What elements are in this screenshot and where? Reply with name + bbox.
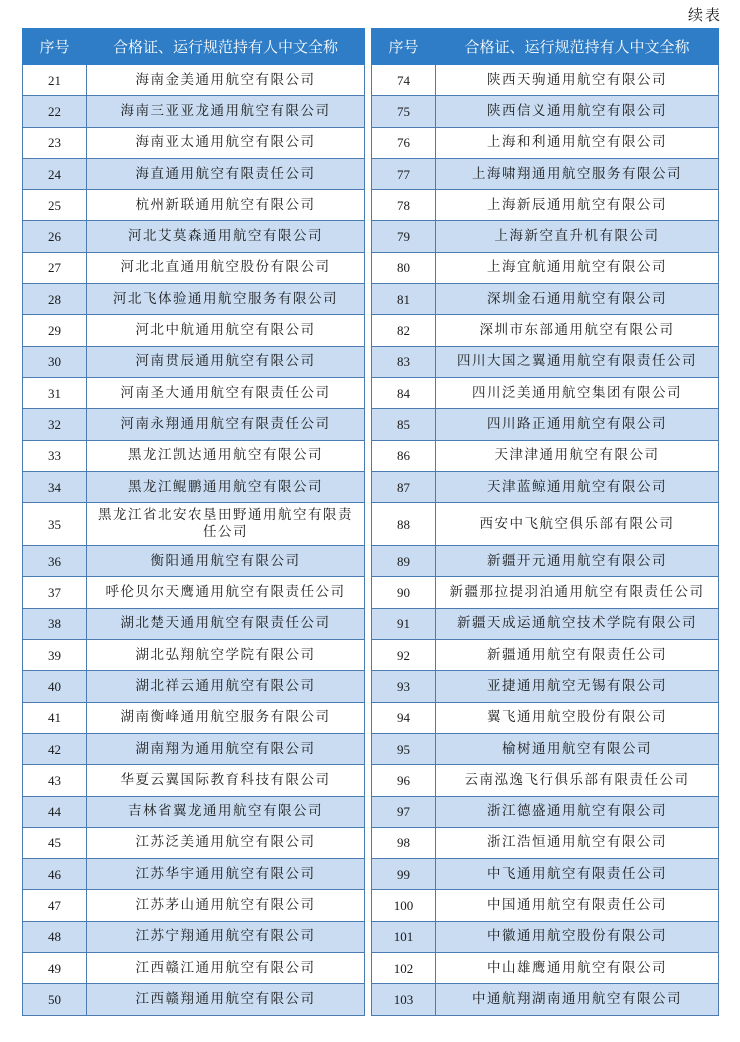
table-row (372, 190, 719, 221)
seq-cell: 48 (23, 921, 87, 952)
company-name-cell: 杭州新联通用航空有限公司 (87, 190, 365, 221)
company-name-cell: 翼飞通用航空股份有限公司 (436, 702, 719, 733)
seq-cell: 23 (23, 127, 87, 158)
table-row (23, 640, 365, 671)
table-row (23, 890, 365, 921)
company-name-cell: 江苏泛美通用航空有限公司 (87, 827, 365, 858)
company-name-cell: 江西赣江通用航空有限公司 (87, 953, 365, 984)
table-row (23, 65, 365, 96)
table-row (23, 284, 365, 315)
left-table (22, 28, 365, 1016)
seq-cell: 22 (23, 96, 87, 127)
seq-cell: 103 (372, 984, 436, 1016)
seq-cell: 39 (23, 640, 87, 671)
seq-cell: 28 (23, 284, 87, 315)
table-row (372, 671, 719, 702)
company-name-cell: 黑龙江鲲鹏通用航空有限公司 (87, 471, 365, 502)
table-row (23, 765, 365, 796)
seq-cell: 79 (372, 221, 436, 252)
company-name-cell: 中国通用航空有限责任公司 (436, 890, 719, 921)
table-row (372, 65, 719, 96)
table-row (372, 702, 719, 733)
company-name-cell: 河北北直通用航空股份有限公司 (87, 252, 365, 283)
table-row (372, 252, 719, 283)
company-name-cell: 海南金美通用航空有限公司 (87, 65, 365, 96)
seq-cell: 87 (372, 471, 436, 502)
seq-cell: 33 (23, 440, 87, 471)
table-row (372, 640, 719, 671)
seq-cell: 86 (372, 440, 436, 471)
company-name-cell: 呼伦贝尔天鹰通用航空有限责任公司 (87, 577, 365, 608)
company-name-cell: 上海新空直升机有限公司 (436, 221, 719, 252)
name-header: 合格证、运行规范持有人中文全称 (436, 29, 719, 65)
seq-cell: 83 (372, 346, 436, 377)
seq-cell: 93 (372, 671, 436, 702)
table-row (372, 127, 719, 158)
seq-cell: 78 (372, 190, 436, 221)
table-row (23, 346, 365, 377)
table-row (23, 733, 365, 764)
table-row (23, 859, 365, 890)
company-name-cell: 天津蓝鲸通用航空有限公司 (436, 471, 719, 502)
table-row (372, 221, 719, 252)
table-row (372, 503, 719, 546)
table-row (372, 733, 719, 764)
header-row (372, 29, 719, 65)
seq-cell: 42 (23, 733, 87, 764)
left-table-body (23, 65, 365, 1016)
seq-cell: 49 (23, 953, 87, 984)
right-table (371, 28, 719, 1016)
table-row (23, 221, 365, 252)
seq-cell: 85 (372, 409, 436, 440)
company-name-cell: 深圳金石通用航空有限公司 (436, 284, 719, 315)
company-name-cell: 江苏华宇通用航空有限公司 (87, 859, 365, 890)
seq-cell: 37 (23, 577, 87, 608)
seq-cell: 34 (23, 471, 87, 502)
seq-cell: 24 (23, 158, 87, 189)
company-name-cell: 天津津通用航空有限公司 (436, 440, 719, 471)
table-row (372, 890, 719, 921)
table-row (23, 577, 365, 608)
seq-cell: 101 (372, 921, 436, 952)
company-list-table (22, 28, 719, 1016)
table-row (23, 127, 365, 158)
company-name-cell: 中飞通用航空有限责任公司 (436, 859, 719, 890)
table-row (372, 608, 719, 639)
company-name-cell: 河南永翔通用航空有限责任公司 (87, 409, 365, 440)
seq-cell: 32 (23, 409, 87, 440)
table-row (23, 471, 365, 502)
seq-cell: 45 (23, 827, 87, 858)
seq-cell: 95 (372, 733, 436, 764)
seq-cell: 50 (23, 984, 87, 1016)
company-name-cell: 吉林省翼龙通用航空有限公司 (87, 796, 365, 827)
table-row (23, 315, 365, 346)
seq-cell: 26 (23, 221, 87, 252)
seq-cell: 46 (23, 859, 87, 890)
seq-cell: 88 (372, 503, 436, 546)
seq-cell: 35 (23, 503, 87, 546)
table-row (372, 796, 719, 827)
seq-header: 序号 (23, 29, 87, 65)
company-name-cell: 上海啸翔通用航空服务有限公司 (436, 158, 719, 189)
seq-cell: 27 (23, 252, 87, 283)
table-row (372, 765, 719, 796)
table-row (23, 796, 365, 827)
seq-cell: 29 (23, 315, 87, 346)
seq-cell: 97 (372, 796, 436, 827)
table-row (372, 577, 719, 608)
company-name-cell: 中山雄鹰通用航空有限公司 (436, 953, 719, 984)
seq-cell: 25 (23, 190, 87, 221)
seq-header: 序号 (372, 29, 436, 65)
company-name-cell: 陕西信义通用航空有限公司 (436, 96, 719, 127)
seq-cell: 75 (372, 96, 436, 127)
seq-cell: 82 (372, 315, 436, 346)
company-name-cell: 海直通用航空有限责任公司 (87, 158, 365, 189)
company-name-cell: 衡阳通用航空有限公司 (87, 546, 365, 577)
company-name-cell: 四川大国之翼通用航空有限责任公司 (436, 346, 719, 377)
company-name-cell: 湖北祥云通用航空有限公司 (87, 671, 365, 702)
seq-cell: 90 (372, 577, 436, 608)
company-name-cell: 陕西天驹通用航空有限公司 (436, 65, 719, 96)
company-name-cell: 江苏宁翔通用航空有限公司 (87, 921, 365, 952)
table-row (23, 96, 365, 127)
continued-table-caption: 续表 (687, 6, 722, 24)
company-name-cell: 榆树通用航空有限公司 (436, 733, 719, 764)
company-name-cell: 湖北弘翔航空学院有限公司 (87, 640, 365, 671)
seq-cell: 31 (23, 377, 87, 408)
table-row (23, 546, 365, 577)
company-name-cell: 浙江德盛通用航空有限公司 (436, 796, 719, 827)
seq-cell: 99 (372, 859, 436, 890)
company-name-cell: 深圳市东部通用航空有限公司 (436, 315, 719, 346)
seq-cell: 84 (372, 377, 436, 408)
table-row (372, 377, 719, 408)
company-name-cell: 四川泛美通用航空集团有限公司 (436, 377, 719, 408)
table-row (23, 409, 365, 440)
company-name-cell: 上海宜航通用航空有限公司 (436, 252, 719, 283)
company-name-cell: 江西赣翔通用航空有限公司 (87, 984, 365, 1016)
company-name-cell: 河南圣大通用航空有限责任公司 (87, 377, 365, 408)
seq-cell: 96 (372, 765, 436, 796)
seq-cell: 41 (23, 702, 87, 733)
right-table-body (372, 65, 719, 1016)
company-name-cell: 华夏云翼国际教育科技有限公司 (87, 765, 365, 796)
company-name-cell: 黑龙江省北安农垦田野通用航空有限责任公司 (87, 503, 365, 546)
table-row (23, 984, 365, 1016)
table-row (23, 377, 365, 408)
seq-cell: 30 (23, 346, 87, 377)
seq-cell: 100 (372, 890, 436, 921)
seq-cell: 47 (23, 890, 87, 921)
table-row (372, 827, 719, 858)
company-name-cell: 海南三亚亚龙通用航空有限公司 (87, 96, 365, 127)
seq-cell: 102 (372, 953, 436, 984)
company-name-cell: 河北艾莫森通用航空有限公司 (87, 221, 365, 252)
company-name-cell: 湖南衡峰通用航空服务有限公司 (87, 702, 365, 733)
table-row (372, 96, 719, 127)
company-name-cell: 上海新辰通用航空有限公司 (436, 190, 719, 221)
table-row (372, 859, 719, 890)
table-row (372, 984, 719, 1016)
company-name-cell: 河北飞体验通用航空服务有限公司 (87, 284, 365, 315)
table-row (23, 671, 365, 702)
seq-cell: 76 (372, 127, 436, 158)
seq-cell: 91 (372, 608, 436, 639)
table-row (23, 252, 365, 283)
company-name-cell: 新疆天成运通航空技术学院有限公司 (436, 608, 719, 639)
table-row (372, 284, 719, 315)
table-row (23, 158, 365, 189)
seq-cell: 74 (372, 65, 436, 96)
company-name-cell: 新疆通用航空有限责任公司 (436, 640, 719, 671)
seq-cell: 94 (372, 702, 436, 733)
company-name-cell: 中通航翔湖南通用航空有限公司 (436, 984, 719, 1016)
company-name-cell: 河南贯辰通用航空有限公司 (87, 346, 365, 377)
seq-cell: 89 (372, 546, 436, 577)
table-row (372, 471, 719, 502)
company-name-cell: 西安中飞航空俱乐部有限公司 (436, 503, 719, 546)
table-row (23, 190, 365, 221)
table-row (372, 158, 719, 189)
header-row (23, 29, 365, 65)
seq-cell: 44 (23, 796, 87, 827)
company-name-cell: 湖南翔为通用航空有限公司 (87, 733, 365, 764)
company-name-cell: 上海和利通用航空有限公司 (436, 127, 719, 158)
table-row (23, 440, 365, 471)
company-name-cell: 四川路正通用航空有限公司 (436, 409, 719, 440)
company-name-cell: 黑龙江凯达通用航空有限公司 (87, 440, 365, 471)
table-row (23, 953, 365, 984)
seq-cell: 21 (23, 65, 87, 96)
seq-cell: 92 (372, 640, 436, 671)
company-name-cell: 河北中航通用航空有限公司 (87, 315, 365, 346)
seq-cell: 43 (23, 765, 87, 796)
table-row (372, 921, 719, 952)
seq-cell: 40 (23, 671, 87, 702)
table-row (23, 503, 365, 546)
seq-cell: 98 (372, 827, 436, 858)
company-name-cell: 新疆开元通用航空有限公司 (436, 546, 719, 577)
seq-cell: 81 (372, 284, 436, 315)
table-row (23, 921, 365, 952)
company-name-cell: 浙江浩恒通用航空有限公司 (436, 827, 719, 858)
company-name-cell: 中徽通用航空股份有限公司 (436, 921, 719, 952)
company-name-cell: 新疆那拉提羽泊通用航空有限责任公司 (436, 577, 719, 608)
seq-cell: 36 (23, 546, 87, 577)
table-row (372, 346, 719, 377)
table-row (372, 440, 719, 471)
table-row (372, 409, 719, 440)
company-name-cell: 云南泓逸飞行俱乐部有限责任公司 (436, 765, 719, 796)
table-row (372, 953, 719, 984)
company-name-cell: 亚捷通用航空无锡有限公司 (436, 671, 719, 702)
company-name-cell: 江苏茅山通用航空有限公司 (87, 890, 365, 921)
seq-cell: 38 (23, 608, 87, 639)
table-row (372, 546, 719, 577)
table-row (23, 608, 365, 639)
table-row (23, 827, 365, 858)
name-header: 合格证、运行规范持有人中文全称 (87, 29, 365, 65)
table-row (23, 702, 365, 733)
seq-cell: 80 (372, 252, 436, 283)
table-row (372, 315, 719, 346)
company-name-cell: 海南亚太通用航空有限公司 (87, 127, 365, 158)
company-name-cell: 湖北楚天通用航空有限责任公司 (87, 608, 365, 639)
seq-cell: 77 (372, 158, 436, 189)
